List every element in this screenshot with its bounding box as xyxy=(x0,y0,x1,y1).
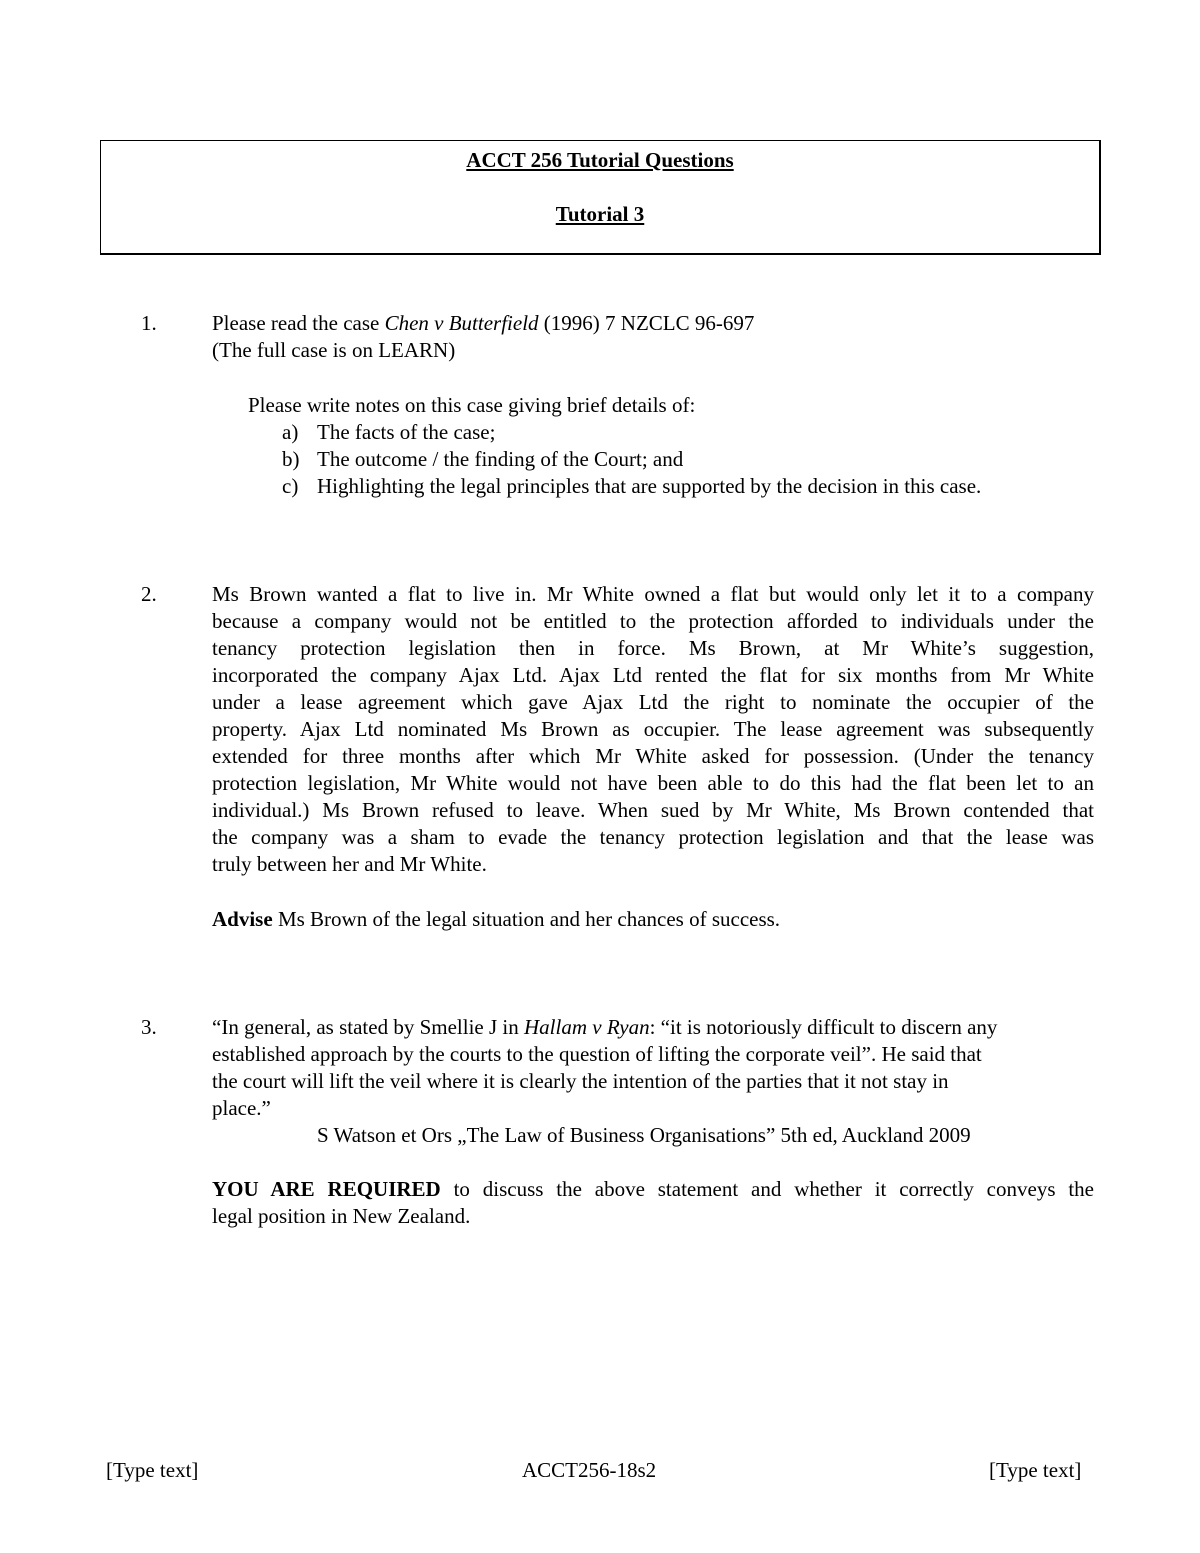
question-2-line: under a lease agreement which gave Ajax Ltd the right to nominate the occupier of the xyxy=(212,690,1094,714)
list-item-text: The facts of the case; xyxy=(317,420,496,444)
question-3-citation xyxy=(317,1122,1094,1149)
question-3-number: 3. xyxy=(141,1015,157,1039)
advise-rest: Ms Brown of the legal situation and her chances of success. xyxy=(272,907,781,931)
footer-right: [Type text] xyxy=(989,1458,1082,1482)
list-item-text: The outcome / the finding of the Court; and xyxy=(317,447,684,471)
question-2-line: because a company would not be entitled to the protection afforded to individuals under the xyxy=(212,609,1094,633)
document-subtitle: Tutorial 3 xyxy=(555,202,645,226)
list-marker: c) xyxy=(282,474,299,498)
question-2 xyxy=(212,581,1094,878)
list-item xyxy=(282,419,1094,446)
advise-line xyxy=(212,906,1094,933)
list-item-text: Highlighting the legal principles that are supported by the decision in this case. xyxy=(317,474,982,498)
title-box xyxy=(100,140,1101,255)
question-3-quote xyxy=(212,1014,1094,1122)
list-marker: a) xyxy=(282,420,299,444)
quote-line1-post: : “it is notoriously difficult to discern any xyxy=(649,1015,998,1039)
question-2-line: the company was a sham to evade the tenancy protection legislation and that the lease was xyxy=(212,825,1094,849)
question-1-number: 1. xyxy=(141,311,157,335)
question-1-line-2: (The full case is on LEARN) xyxy=(212,338,456,362)
footer-center: ACCT256-18s2 xyxy=(522,1458,657,1482)
quote-line: established approach by the courts to the question of lifting the corporate veil”. He said that xyxy=(212,1042,982,1066)
citation: S Watson et Ors „The Law of Business Organisations” 5th ed, Auckland 2009 xyxy=(317,1123,971,1147)
question-1-instructions xyxy=(248,392,1094,419)
q1-line1-pre: Please read the case xyxy=(212,311,385,335)
question-2-line: protection legislation, Mr White would not have been able to do this had the flat been let to an xyxy=(212,771,1094,795)
requirement-line: legal position in New Zealand. xyxy=(212,1204,471,1228)
advise-bold: Advise xyxy=(212,907,273,931)
quote-line: the court will lift the veil where it is clearly the intention of the parties that it not stay in xyxy=(212,1069,949,1093)
quote-line xyxy=(212,1014,1094,1041)
question-1-list xyxy=(282,419,1094,500)
quote-pre: “In general, as stated by Smellie J in xyxy=(212,1015,524,1039)
question-1 xyxy=(212,310,1094,364)
question-2-line: truly between her and Mr White. xyxy=(212,852,487,876)
list-marker: b) xyxy=(282,447,300,471)
question-2-line: extended for three months after which Mr White asked for possession. (Under the tenancy xyxy=(212,744,1094,768)
question-2-line: individual.) Ms Brown refused to leave. When sued by Mr White, Ms Brown contended that xyxy=(212,798,1094,822)
question-1-line-1 xyxy=(212,310,1094,337)
required-bold: YOU ARE REQUIRED xyxy=(212,1177,441,1201)
question-1-intro: Please write notes on this case giving brief details of: xyxy=(248,393,696,417)
list-item xyxy=(282,473,1094,500)
question-2-line: incorporated the company Ajax Ltd. Ajax Ltd rented the flat for six months from Mr White xyxy=(212,663,1094,687)
question-2-line: property. Ajax Ltd nominated Ms Brown as occupier. The lease agreement was subsequently xyxy=(212,717,1094,741)
quote-line: place.” xyxy=(212,1096,271,1120)
requirement-line xyxy=(212,1176,1094,1203)
question-2-number: 2. xyxy=(141,582,157,606)
list-item xyxy=(282,446,1094,473)
question-2-line: tenancy protection legislation then in force. Ms Brown, at Mr White’s suggestion, xyxy=(212,636,1094,660)
footer-left: [Type text] xyxy=(106,1458,199,1482)
q1-line1-post: (1996) 7 NZCLC 96-697 xyxy=(538,311,755,335)
q1-case-name: Chen v Butterfield xyxy=(384,311,539,335)
question-3-requirement xyxy=(212,1176,1094,1230)
quote-case-name: Hallam v Ryan xyxy=(524,1015,650,1039)
question-2-advise xyxy=(212,906,1094,933)
required-rest: to discuss the above statement and whether it correctly conveys the xyxy=(440,1177,1094,1201)
question-2-line: Ms Brown wanted a flat to live in. Mr White owned a flat but would only let it to a company xyxy=(212,582,1094,606)
document-title: ACCT 256 Tutorial Questions xyxy=(466,148,734,172)
